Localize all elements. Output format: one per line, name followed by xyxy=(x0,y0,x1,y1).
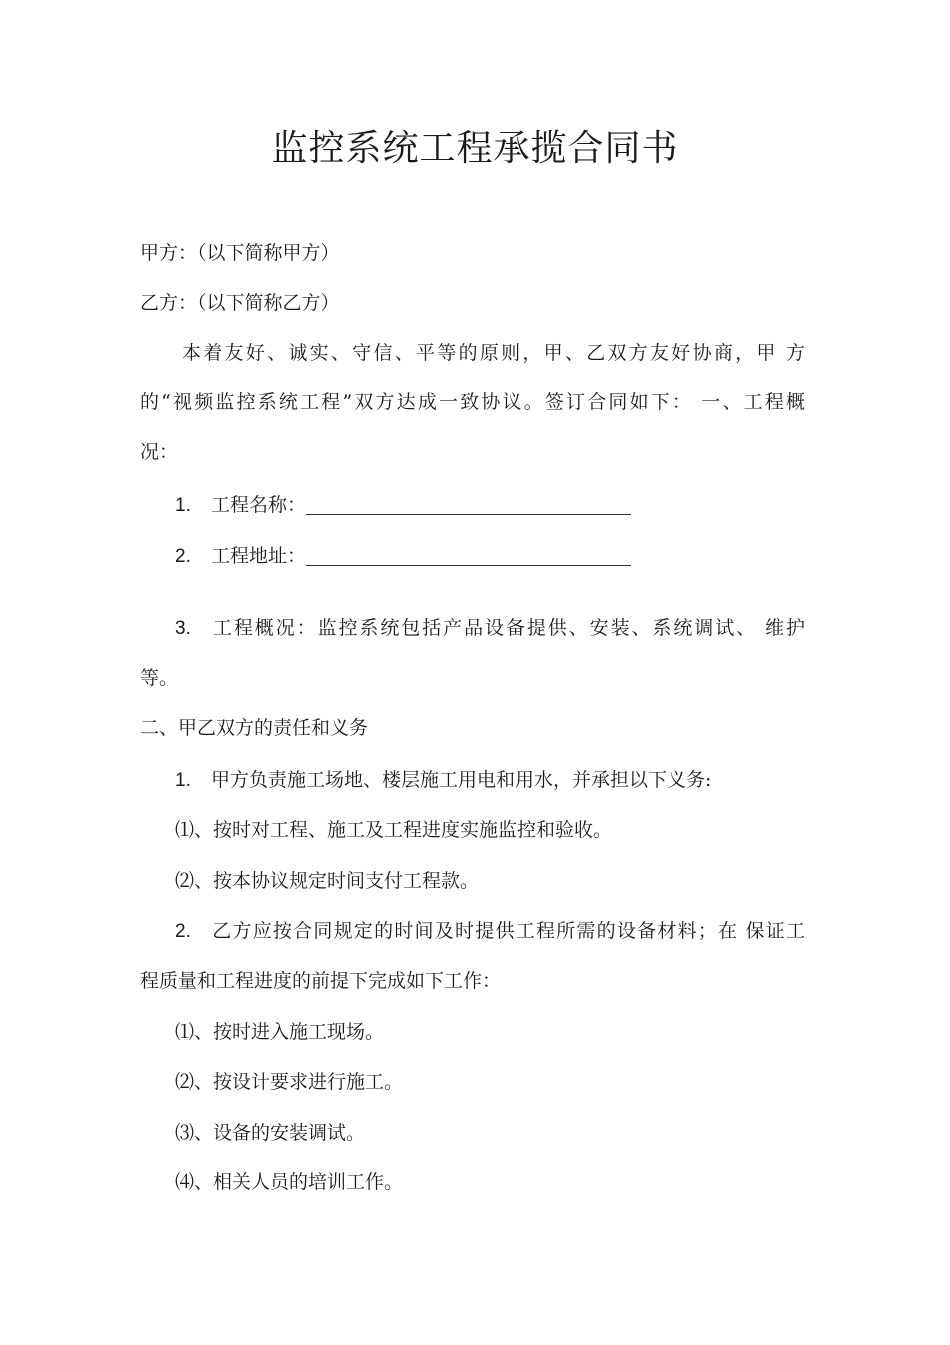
project-address-label: 工程地址： xyxy=(211,545,307,567)
party-b-duty-sub-4: ⑷、相关人员的培训工作。 xyxy=(175,1171,404,1193)
project-name-item xyxy=(175,490,805,521)
party-b-duty-text: 乙方应按合同规定的时间及时提供工程所需的设备材料；在 保证工 xyxy=(211,920,805,942)
project-name-label: 工程名称： xyxy=(211,494,307,516)
item-number: 3. xyxy=(175,618,191,639)
item-number: 2. xyxy=(175,921,191,942)
party-b-duty-item xyxy=(175,916,805,947)
section-2-heading: 二、甲乙双方的责任和义务 xyxy=(140,717,369,739)
party-b-duty-sub-3: ⑶、设备的安装调试。 xyxy=(175,1122,366,1144)
intro-line-2: 的“视频监控系统工程”双方达成一致协议。签订合同如下： 一、工程概 xyxy=(140,391,805,413)
party-a-duty-item xyxy=(175,765,805,796)
document-title: 监控系统工程承揽合同书 xyxy=(271,128,679,169)
intro-line-1: 本着友好、诚实、守信、平等的原则，甲、乙双方友好协商，甲 方 xyxy=(182,342,805,364)
intro-line-3: 况： xyxy=(140,441,179,463)
party-a-duty-text: 甲方负责施工场地、楼层施工用电和用水，并承担以下义务: xyxy=(211,769,712,791)
project-address-blank xyxy=(306,547,631,566)
project-address-item xyxy=(175,541,805,572)
item-number: 2. xyxy=(175,546,191,567)
party-a-line: 甲方：（以下简称甲方） xyxy=(140,242,340,264)
party-b-duty-sub-2: ⑵、按设计要求进行施工。 xyxy=(175,1071,404,1093)
project-overview-text: 工程概况：监控系统包括产品设备提供、安装、系统调试、 维护 xyxy=(211,617,805,639)
party-b-line: 乙方：（以下简称乙方） xyxy=(140,292,340,314)
project-overview-item xyxy=(175,613,805,644)
item-number: 1. xyxy=(175,495,191,516)
project-name-blank xyxy=(306,496,631,515)
party-a-duty-sub-1: ⑴、按时对工程、施工及工程进度实施监控和验收。 xyxy=(175,819,613,841)
party-b-duty-sub-1: ⑴、按时进入施工现场。 xyxy=(175,1021,385,1043)
party-b-duty-line-2: 程质量和工程进度的前提下完成如下工作： xyxy=(140,970,502,992)
project-overview-line-2: 等。 xyxy=(140,667,179,689)
party-a-duty-sub-2: ⑵、按本协议规定时间支付工程款。 xyxy=(175,870,480,892)
item-number: 1. xyxy=(175,770,191,791)
